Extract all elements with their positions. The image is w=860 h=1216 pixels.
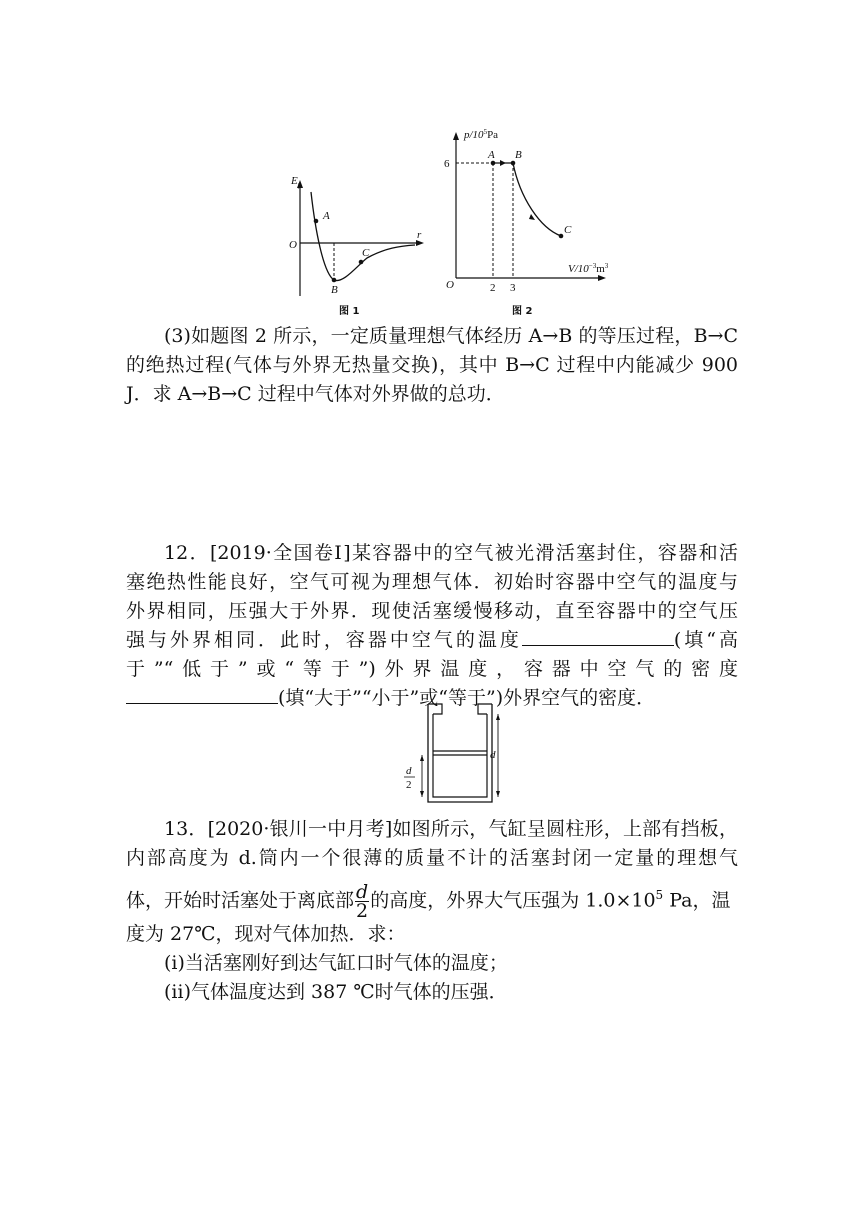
fig2-point-b: B [515, 149, 522, 161]
cylinder-d-label: d [490, 749, 496, 761]
fig2-x-axis-label: $V/10^{-3}m^3$ [568, 262, 609, 275]
q11-line-1: (3)如题图 2 所示，一定质量理想气体经历 A→B 的等压过程，B→C [164, 325, 738, 347]
q12-line-1: 12．[2019·全国卷Ⅰ]某容器中的空气被光滑活塞封住，容器和活 [164, 542, 738, 564]
q13-item-1: (ⅰ)当活塞刚好到达气缸口时气体的温度； [164, 952, 508, 975]
fig2-point-a: A [488, 149, 495, 161]
fig1-point-b: B [331, 284, 338, 296]
fig2-x-tick-2: 2 [490, 282, 496, 294]
fig1-origin: O [289, 239, 297, 251]
question-13 [126, 815, 738, 1007]
fig1-caption: 图 1 [339, 306, 360, 317]
q12-line-2: 塞绝热性能良好，空气可视为理想气体．初始时容器中空气的温度与 [126, 571, 738, 593]
q12-line-3: 外界相同，压强大于外界．现使活塞缓慢移动，直至容器中的空气压 [126, 600, 738, 622]
fig2-origin: O [446, 279, 454, 291]
q12-line-4: 强与外界相同．此时，容器中空气的温度 (填“高 [126, 629, 738, 651]
q12-line-6: (填“大于”“小于”或“等于”)外界空气的密度． [126, 684, 738, 713]
fig1-y-axis-label: $E_p$ [291, 175, 302, 189]
fig2-x-tick-3: 3 [510, 282, 516, 294]
cylinder-half-num: d [406, 765, 412, 777]
q13-line-3: 体，开始时活塞处于离底部 $\frac{d}{2}$ 的高度，外界大气压强为 $1.0\times 10^5$ Pa，温 [126, 880, 731, 922]
fig2-caption: 图 2 [512, 306, 533, 317]
q11-line-3: J．求 A→B→C 过程中气体对外界做的总功． [126, 383, 505, 405]
fig2-point-c: C [564, 224, 572, 236]
q12-answer-blank-1[interactable] [522, 627, 674, 646]
q11-line-2: 的绝热过程(气体与外界无热量交换)，其中 B→C 过程中内能减少 900 [126, 354, 738, 376]
q13-line-2: 内部高度为 d.筒内一个很薄的质量不计的活塞封闭一定量的理想气 [126, 847, 738, 869]
q13-item-2: (ⅱ)气体温度达到 387 ℃时气体的压强． [164, 981, 508, 1004]
figure-1-graph [285, 168, 435, 320]
question-11-part-3 [126, 322, 738, 409]
fig2-y-tick: 6 [444, 158, 450, 170]
q13-line-1: 13．[2020·银川一中月考]如图所示，气缸呈圆柱形，上部有挡板， [164, 818, 738, 840]
figure-2-graph [440, 128, 615, 320]
question-12 [126, 539, 738, 713]
q12-answer-blank-2[interactable] [126, 685, 278, 704]
q12-line-5: 于”“低于”或“等于”)外界温度，容器中空气的密度 [126, 658, 738, 680]
fig2-y-axis-label: $p/10^5Pa$ [464, 128, 499, 141]
fig1-point-a: A [323, 210, 330, 222]
fig1-point-c: C [362, 247, 370, 259]
fig1-x-axis-label: r [417, 229, 422, 241]
q13-fraction-d-over-2: $\frac{d}{2}$ [356, 880, 369, 922]
cylinder-diagram [396, 700, 506, 808]
cylinder-half-den: 2 [406, 779, 412, 791]
q13-line-4: 度为 27℃，现对气体加热．求： [126, 923, 406, 946]
